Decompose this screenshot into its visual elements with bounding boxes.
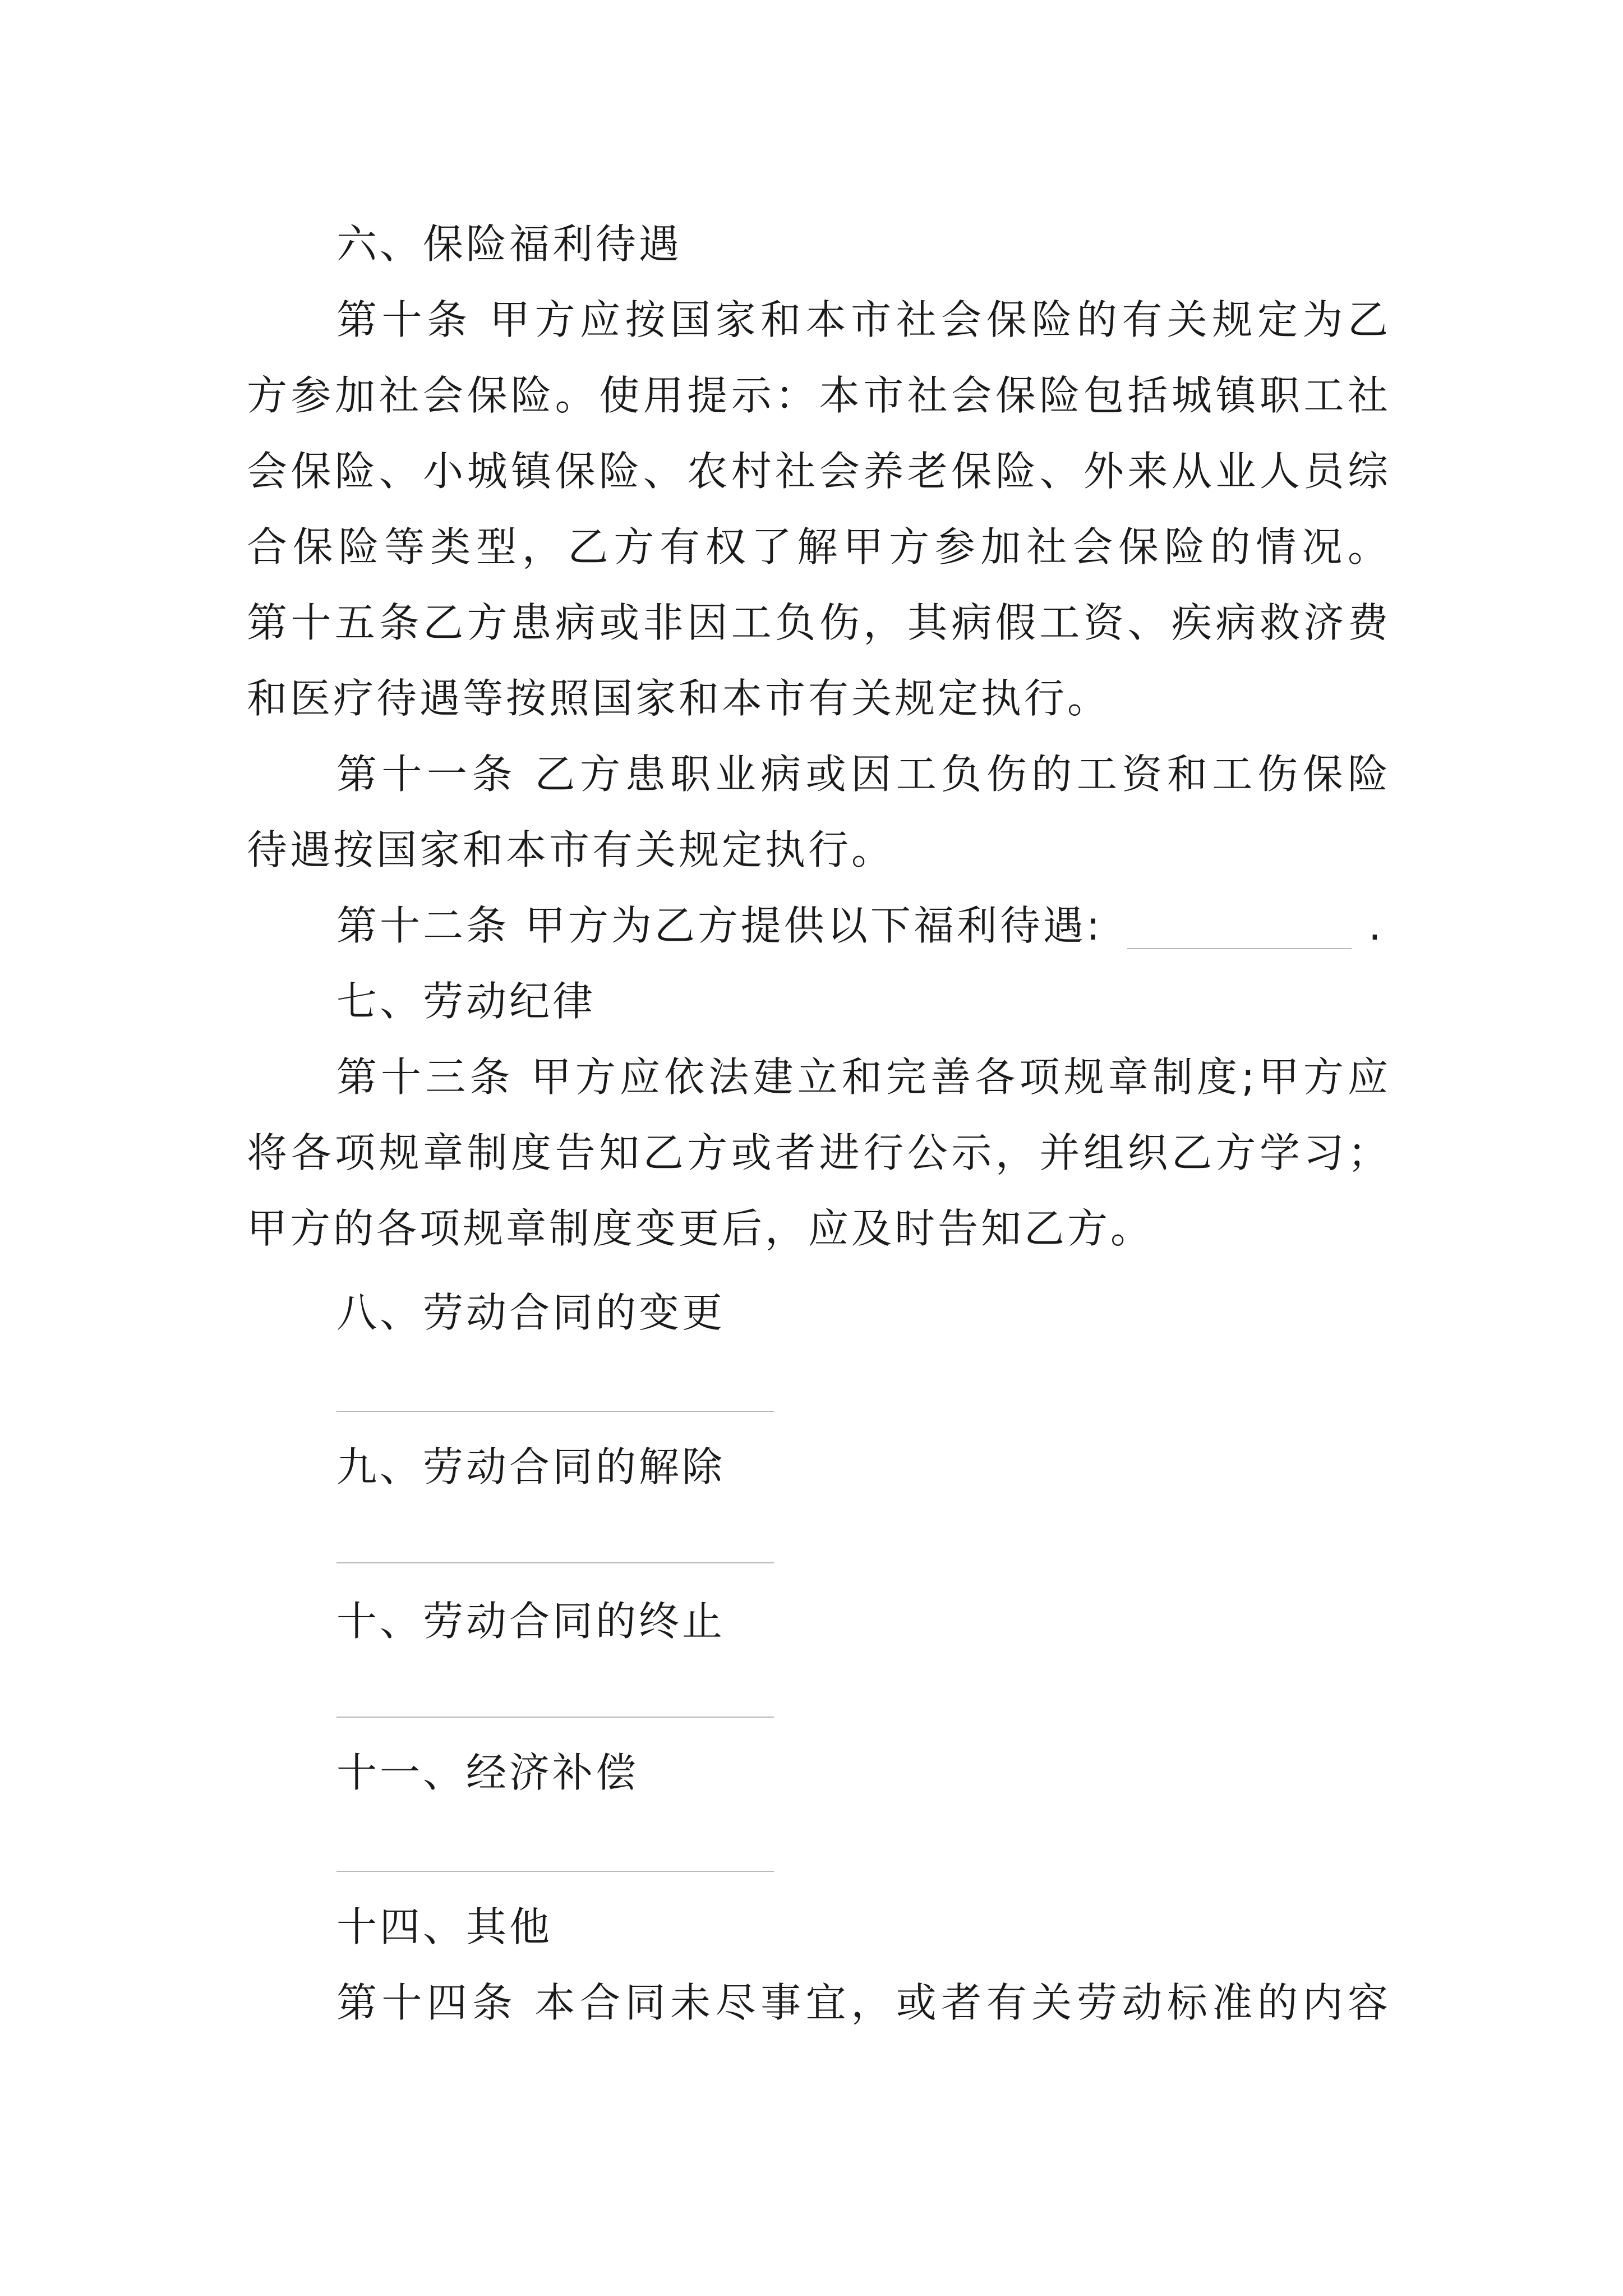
contract-termination-fill-blank[interactable]: [336, 1562, 774, 1563]
economic-compensation-fill-blank[interactable]: [336, 1871, 774, 1872]
article-11-line-2: 待遇按国家和本市有关规定执行。: [247, 826, 895, 873]
section-heading-contract-end: 十、劳动合同的终止: [336, 1598, 726, 1645]
section-heading-labor-discipline: 七、劳动纪律: [336, 978, 596, 1025]
article-15-line-2: 和医疗待遇等按照国家和本市有关规定执行。: [247, 675, 1111, 722]
article-13-line-2: 将各项规章制度告知乙方或者进行公示，并组织乙方学习；: [247, 1129, 1391, 1176]
contract-end-fill-blank[interactable]: [336, 1717, 774, 1718]
article-12-text: 第十二条 甲方为乙方提供以下福利待遇:: [336, 902, 1103, 949]
article-10-line-3: 会保险、小城镇保险、农村社会养老保险、外来从业人员综: [247, 448, 1391, 495]
article-10-line-4: 合保险等类型，乙方有权了解甲方参加社会保险的情况。: [247, 523, 1391, 570]
section-heading-contract-change: 八、劳动合同的变更: [336, 1289, 726, 1336]
article-13-line-1: 第十三条 甲方应依法建立和完善各项规章制度;甲方应: [336, 1053, 1391, 1101]
section-heading-insurance-welfare: 六、保险福利待遇: [336, 220, 683, 268]
article-12-period: .: [1368, 902, 1381, 949]
section-heading-other: 十四、其他: [336, 1903, 553, 1950]
article-14-line-1: 第十四条 本合同未尽事宜，或者有关劳动标准的内容: [336, 1979, 1391, 2026]
article-10-line-2: 方参加社会保险。使用提示：本市社会保险包括城镇职工社: [247, 372, 1391, 419]
article-13-line-3: 甲方的各项规章制度变更后，应及时告知乙方。: [247, 1205, 1154, 1252]
welfare-fill-blank[interactable]: [1127, 948, 1352, 949]
article-11-line-1: 第十一条 乙方患职业病或因工负伤的工资和工伤保险: [336, 751, 1391, 798]
contract-change-fill-blank[interactable]: [336, 1411, 774, 1412]
article-15-line-1: 第十五条乙方患病或非因工负伤，其病假工资、疾病救济费: [247, 599, 1391, 646]
article-10-line-1: 第十条 甲方应按国家和本市社会保险的有关规定为乙: [336, 296, 1391, 343]
section-heading-contract-termination: 九、劳动合同的解除: [336, 1443, 726, 1490]
section-heading-economic-compensation: 十一、经济补偿: [336, 1749, 639, 1796]
